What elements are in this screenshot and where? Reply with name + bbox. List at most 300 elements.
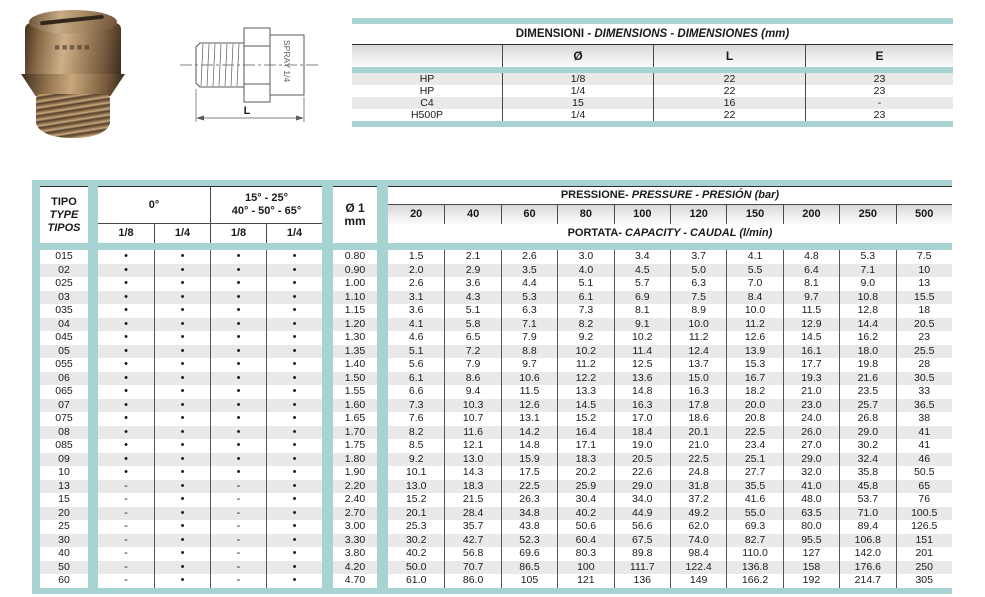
capacity-value-cell: 12.1 — [444, 439, 500, 453]
capacity-value-cell: 48.0 — [783, 493, 839, 507]
teal-separator — [352, 121, 953, 127]
type-cell: 025 — [55, 277, 73, 289]
capacity-value-cell: 33 — [896, 385, 952, 399]
angle-availability-cell: - — [124, 574, 128, 586]
type-cell: 20 — [58, 506, 70, 519]
capacity-value-cell: 136.8 — [726, 561, 782, 575]
capacity-value-cell: 2.6 — [408, 277, 424, 289]
capacity-value-cell: 14.3 — [444, 466, 500, 480]
angle-availability-cell: • — [124, 331, 128, 343]
teal-column — [322, 466, 333, 480]
capacity-title-en-es: - CAPACITY - CAUDAL (l/min) — [618, 227, 773, 239]
capacity-row — [32, 291, 952, 305]
angle-availability-cell: • — [154, 547, 210, 561]
teal-column — [32, 561, 40, 575]
orifice-cell: 0.80 — [344, 250, 366, 262]
dimensions-table — [352, 18, 953, 127]
angle-availability-cell: - — [124, 520, 128, 532]
capacity-value-cell: 61.0 — [405, 574, 427, 586]
capacity-value-cell: 11.2 — [670, 331, 726, 345]
teal-column — [377, 493, 388, 507]
capacity-value-cell: 17.1 — [557, 439, 613, 453]
teal-column — [32, 358, 40, 372]
capacity-row — [32, 331, 952, 345]
angle-availability-cell: • — [266, 331, 322, 345]
capacity-value-cell: 30.5 — [896, 372, 952, 386]
angle-availability-cell: • — [124, 250, 128, 262]
type-cell: 40 — [58, 547, 70, 559]
capacity-value-cell: 7.0 — [726, 277, 782, 291]
capacity-value-cell: 50.6 — [557, 520, 613, 534]
orifice-cell: 1.50 — [344, 371, 366, 384]
capacity-value-cell: 20.1 — [670, 426, 726, 440]
capacity-value-cell: 18.2 — [726, 385, 782, 399]
orifice-cell: 2.70 — [344, 506, 366, 519]
capacity-value-cell: 21.0 — [670, 439, 726, 453]
type-cell: 03 — [58, 290, 70, 303]
teal-column — [322, 399, 333, 413]
capacity-value-cell: 20.8 — [726, 412, 782, 426]
capacity-value-cell: 34.0 — [614, 493, 670, 507]
teal-column — [322, 574, 333, 588]
teal-column — [377, 547, 388, 561]
capacity-value-cell: 63.5 — [783, 507, 839, 521]
teal-column — [377, 345, 388, 359]
capacity-value-cell: 45.8 — [839, 480, 895, 494]
teal-column — [377, 250, 388, 264]
angle-availability-cell: • — [154, 493, 210, 507]
capacity-row — [32, 412, 952, 426]
teal-column — [322, 372, 333, 386]
capacity-value-cell: 3.7 — [670, 250, 726, 264]
dimension-row — [352, 85, 953, 97]
angle-availability-cell: • — [154, 480, 210, 494]
dimension-row — [352, 109, 953, 121]
angle-availability-cell: - — [124, 560, 128, 573]
angle-availability-cell: • — [154, 304, 210, 318]
type-cell: 085 — [55, 439, 73, 451]
capacity-value-cell: 16.7 — [726, 372, 782, 386]
capacity-value-cell: 7.3 — [557, 304, 613, 318]
teal-column — [88, 520, 98, 534]
angle-availability-cell: • — [154, 561, 210, 575]
capacity-value-cell: 214.7 — [839, 574, 895, 588]
capacity-value-cell: 14.8 — [614, 385, 670, 399]
teal-column — [322, 331, 333, 345]
pressure-title-it: PRESSIONE — [560, 189, 626, 201]
capacity-row — [32, 534, 952, 548]
angle-availability-cell: • — [266, 385, 322, 399]
angle-availability-cell: • — [124, 398, 128, 411]
capacity-value-cell: 105 — [501, 574, 557, 588]
type-label-en: TYPE — [49, 208, 79, 221]
teal-column — [32, 453, 40, 467]
capacity-value-cell: 28 — [896, 358, 952, 372]
capacity-value-cell: 10.2 — [614, 331, 670, 345]
diameter-column-header: Ø — [502, 45, 653, 67]
capacity-value-cell: 23.0 — [783, 399, 839, 413]
type-cell: 015 — [55, 250, 73, 262]
angle-availability-cell: • — [124, 317, 128, 330]
teal-column — [322, 264, 333, 278]
teal-column — [377, 372, 388, 386]
angle-availability-cell: • — [154, 453, 210, 467]
capacity-value-cell: 29.0 — [839, 426, 895, 440]
type-cell: 045 — [55, 331, 73, 343]
capacity-value-cell: 24.8 — [670, 466, 726, 480]
capacity-value-cell: 22.5 — [670, 453, 726, 467]
angle-availability-cell: • — [266, 304, 322, 318]
angle-availability-cell: - — [124, 506, 128, 519]
capacity-value-cell: 35.5 — [726, 480, 782, 494]
angle-availability-cell: • — [266, 507, 322, 521]
angle-availability-cell: - — [210, 561, 266, 575]
angle-availability-cell: • — [210, 318, 266, 332]
orifice-cell: 1.80 — [344, 452, 366, 465]
teal-column — [322, 507, 333, 521]
capacity-value-cell: 8.6 — [444, 372, 500, 386]
dim-arrow-left — [196, 116, 204, 121]
capacity-value-cell: 14.5 — [783, 331, 839, 345]
teal-column — [377, 399, 388, 413]
angle-availability-cell: • — [124, 344, 128, 357]
capacity-value-cell: 40.2 — [405, 547, 427, 559]
capacity-value-cell: 8.1 — [614, 304, 670, 318]
capacity-value-cell: 24.0 — [783, 412, 839, 426]
capacity-value-cell: 44.9 — [614, 507, 670, 521]
teal-column — [377, 439, 388, 453]
angle-availability-cell: • — [266, 372, 322, 386]
capacity-value-cell: 6.5 — [444, 331, 500, 345]
pressure-value-header: 250 — [839, 205, 895, 224]
capacity-value-cell: 41.6 — [726, 493, 782, 507]
product-technical-drawing — [172, 10, 324, 136]
capacity-row — [32, 426, 952, 440]
teal-column — [377, 507, 388, 521]
teal-column — [88, 466, 98, 480]
fraction-header: 1/4 — [266, 224, 322, 243]
teal-column — [322, 520, 333, 534]
teal-column — [377, 534, 388, 548]
teal-column — [88, 493, 98, 507]
capacity-value-cell: 166.2 — [726, 574, 782, 588]
capacity-value-cell: 95.5 — [783, 534, 839, 548]
teal-column — [88, 372, 98, 386]
fraction-header: 1/4 — [154, 224, 210, 243]
type-label-it: TIPO — [51, 195, 77, 208]
capacity-value-cell: 10.3 — [444, 399, 500, 413]
capacity-value-cell: 8.1 — [783, 277, 839, 291]
angle-availability-cell: • — [154, 331, 210, 345]
pressure-value-header: 150 — [726, 205, 782, 224]
teal-column — [88, 574, 98, 588]
orifice-cell: 1.75 — [344, 439, 366, 451]
capacity-value-cell: 25.3 — [405, 520, 427, 532]
capacity-value-cell: 6.1 — [557, 291, 613, 305]
capacity-value-cell: 74.0 — [670, 534, 726, 548]
orifice-cell: 1.55 — [344, 385, 366, 397]
angle-availability-cell: • — [210, 264, 266, 278]
capacity-value-cell: 15.2 — [557, 412, 613, 426]
teal-column — [322, 304, 333, 318]
angle-availability-cell: - — [124, 493, 128, 505]
angle-availability-cell: • — [124, 412, 128, 424]
dimension-cell: 23 — [805, 85, 953, 97]
capacity-value-cell: 122.4 — [670, 561, 726, 575]
angle-group-2-line2: 40° - 50° - 65° — [231, 205, 302, 217]
orifice-cell: 3.30 — [344, 533, 366, 546]
type-cell: 065 — [55, 385, 73, 397]
angle-availability-cell: • — [154, 520, 210, 534]
angle-availability-cell: • — [266, 358, 322, 372]
capacity-value-cell: 16.1 — [783, 345, 839, 359]
capacity-value-cell: 6.3 — [501, 304, 557, 318]
type-column-header — [40, 186, 88, 243]
pressure-value-header: 60 — [501, 205, 557, 224]
teal-column — [32, 520, 40, 534]
angle-availability-cell: • — [154, 264, 210, 278]
type-cell: 075 — [55, 412, 73, 424]
capacity-value-cell: 13 — [896, 277, 952, 291]
angle-availability-cell: - — [210, 520, 266, 534]
angle-availability-cell: • — [266, 493, 322, 507]
capacity-value-cell: 136 — [614, 574, 670, 588]
type-cell: 09 — [58, 452, 70, 465]
angle-availability-cell: • — [210, 466, 266, 480]
capacity-row — [32, 372, 952, 386]
capacity-value-cell: 7.2 — [444, 345, 500, 359]
capacity-value-cell: 7.6 — [408, 412, 424, 424]
capacity-value-cell: 106.8 — [839, 534, 895, 548]
capacity-value-cell: 100 — [557, 561, 613, 575]
angle-availability-cell: • — [154, 372, 210, 386]
capacity-value-cell: 22.5 — [501, 480, 557, 494]
teal-column — [32, 412, 40, 426]
capacity-value-cell: 4.1 — [726, 250, 782, 264]
capacity-value-cell: 10.6 — [501, 372, 557, 386]
capacity-value-cell: 20.0 — [726, 399, 782, 413]
capacity-value-cell: 17.0 — [614, 412, 670, 426]
angle-availability-cell: • — [210, 331, 266, 345]
dimensions-table-header — [352, 45, 953, 67]
angle-availability-cell: • — [210, 358, 266, 372]
capacity-value-cell: 89.4 — [839, 520, 895, 534]
drawing-spray-text: SPRAY 1/4 — [282, 40, 292, 83]
teal-column — [88, 453, 98, 467]
capacity-row — [32, 264, 952, 278]
capacity-value-cell: 2.6 — [501, 250, 557, 264]
angle-availability-cell: - — [124, 533, 128, 546]
capacity-value-cell: 4.1 — [408, 317, 424, 330]
capacity-value-cell: 7.5 — [896, 250, 952, 264]
capacity-value-cell: 5.5 — [726, 264, 782, 278]
capacity-value-cell: 13.0 — [444, 453, 500, 467]
capacity-value-cell: 26.0 — [783, 426, 839, 440]
orifice-cell: 4.70 — [344, 574, 366, 586]
angle-availability-cell: • — [154, 277, 210, 291]
teal-column — [88, 291, 98, 305]
dimension-cell: 23 — [805, 73, 953, 85]
capacity-row — [32, 493, 952, 507]
dimension-row — [352, 73, 953, 85]
capacity-value-cell: 20.1 — [405, 506, 427, 519]
capacity-value-cell: 7.5 — [670, 291, 726, 305]
orifice-cell: 2.20 — [344, 479, 366, 492]
capacity-value-cell: 2.9 — [444, 264, 500, 278]
angle-availability-cell: • — [124, 358, 128, 370]
capacity-value-cell: 30.2 — [405, 533, 427, 546]
capacity-value-cell: 10.8 — [839, 291, 895, 305]
capacity-value-cell: 18.3 — [444, 480, 500, 494]
capacity-value-cell: 13.0 — [405, 479, 427, 492]
teal-column — [377, 291, 388, 305]
orifice-cell: 3.00 — [344, 520, 366, 532]
capacity-value-cell: 176.6 — [839, 561, 895, 575]
angle-availability-cell: • — [210, 439, 266, 453]
teal-column — [32, 493, 40, 507]
angle-availability-cell: • — [124, 371, 128, 384]
drawing-dim-label: L — [243, 105, 251, 117]
orifice-cell: 1.10 — [344, 290, 366, 303]
dimension-cell: HP — [419, 73, 435, 85]
capacity-value-cell: 36.5 — [896, 399, 952, 413]
teal-column — [322, 277, 333, 291]
capacity-value-cell: 43.8 — [501, 520, 557, 534]
capacity-value-cell: 201 — [896, 547, 952, 561]
capacity-value-cell: 19.0 — [614, 439, 670, 453]
capacity-value-cell: 10.7 — [444, 412, 500, 426]
capacity-value-cell: 23 — [896, 331, 952, 345]
angle-availability-cell: • — [266, 439, 322, 453]
type-cell: 10 — [58, 466, 70, 478]
capacity-row — [32, 453, 952, 467]
dimension-cell: 1/4 — [502, 109, 653, 121]
dimensions-title-it: DIMENSIONI — [515, 28, 585, 40]
teal-column — [32, 426, 40, 440]
teal-column — [88, 318, 98, 332]
capacity-value-cell: 42.7 — [444, 534, 500, 548]
angle-availability-cell: - — [124, 479, 128, 492]
angle-availability-cell: • — [266, 547, 322, 561]
capacity-value-cell: 6.6 — [408, 385, 424, 397]
capacity-value-cell: 86.5 — [501, 561, 557, 575]
teal-column — [32, 291, 40, 305]
capacity-value-cell: 111.7 — [614, 561, 670, 575]
capacity-value-cell: 3.6 — [444, 277, 500, 291]
teal-column — [32, 331, 40, 345]
teal-column — [88, 250, 98, 264]
teal-column — [88, 547, 98, 561]
type-cell: 035 — [55, 304, 73, 316]
capacity-value-cell: 18 — [896, 304, 952, 318]
type-cell: 50 — [58, 560, 70, 573]
capacity-value-cell: 14.4 — [839, 318, 895, 332]
type-label-es: TIPOS — [47, 221, 81, 234]
teal-column — [377, 520, 388, 534]
teal-column — [32, 186, 40, 243]
teal-column — [322, 186, 333, 243]
teal-column — [377, 264, 388, 278]
type-cell: 60 — [58, 574, 70, 586]
capacity-value-cell: 5.1 — [408, 344, 424, 357]
teal-column — [322, 439, 333, 453]
type-cell: 06 — [58, 371, 70, 384]
capacity-value-cell: 11.2 — [726, 318, 782, 332]
capacity-value-cell: 250 — [896, 561, 952, 575]
angle-availability-cell: • — [154, 412, 210, 426]
capacity-value-cell: 15.3 — [726, 358, 782, 372]
teal-column — [377, 304, 388, 318]
teal-column — [88, 399, 98, 413]
capacity-value-cell: 18.6 — [670, 412, 726, 426]
teal-column — [377, 186, 388, 243]
teal-column — [88, 439, 98, 453]
capacity-value-cell: 13.9 — [726, 345, 782, 359]
capacity-value-cell: 14.8 — [501, 439, 557, 453]
teal-column — [32, 385, 40, 399]
teal-column — [88, 345, 98, 359]
capacity-value-cell: 11.5 — [501, 385, 557, 399]
capacity-value-cell: 80.3 — [557, 547, 613, 561]
angle-availability-cell: • — [266, 466, 322, 480]
teal-column — [377, 480, 388, 494]
teal-column — [322, 493, 333, 507]
capacity-row — [32, 561, 952, 575]
nozzle-embossed-text: ■■■■■ — [54, 42, 92, 52]
angle-availability-cell: - — [210, 480, 266, 494]
capacity-value-cell: 19.8 — [839, 358, 895, 372]
orifice-cell: 1.00 — [344, 277, 366, 289]
teal-column — [322, 345, 333, 359]
type-cell: 02 — [58, 263, 70, 276]
capacity-value-cell: 6.3 — [670, 277, 726, 291]
capacity-title — [388, 224, 952, 243]
angle-availability-cell: - — [210, 507, 266, 521]
capacity-value-cell: 18.0 — [839, 345, 895, 359]
capacity-value-cell: 35.7 — [444, 520, 500, 534]
angle-availability-cell: • — [124, 439, 128, 451]
teal-column — [377, 426, 388, 440]
capacity-value-cell: 32.4 — [839, 453, 895, 467]
angle-availability-cell: • — [154, 250, 210, 264]
capacity-value-cell: 50.5 — [896, 466, 952, 480]
capacity-value-cell: 16.3 — [670, 385, 726, 399]
angle-availability-cell: - — [210, 547, 266, 561]
capacity-table — [32, 180, 952, 594]
capacity-value-cell: 8.8 — [501, 345, 557, 359]
pressure-value-header: 100 — [614, 205, 670, 224]
capacity-value-cell: 9.0 — [839, 277, 895, 291]
capacity-value-cell: 110.0 — [726, 547, 782, 561]
capacity-value-cell: 12.6 — [501, 399, 557, 413]
angle-group-0-header: 0° — [98, 186, 210, 224]
capacity-row — [32, 358, 952, 372]
angle-availability-cell: • — [266, 345, 322, 359]
angle-availability-cell: • — [154, 534, 210, 548]
angle-availability-cell: • — [124, 290, 128, 303]
angle-availability-cell: • — [210, 399, 266, 413]
capacity-value-cell: 12.2 — [557, 372, 613, 386]
type-cell: 04 — [58, 317, 70, 330]
capacity-value-cell: 5.1 — [444, 304, 500, 318]
capacity-value-cell: 8.9 — [670, 304, 726, 318]
angle-availability-cell: • — [266, 277, 322, 291]
pressure-title-en-es: - PRESSURE - PRESIÓN (bar) — [625, 189, 780, 201]
capacity-table-body — [32, 250, 952, 588]
dimension-cell: 1/8 — [502, 73, 653, 85]
capacity-value-cell: 8.5 — [408, 439, 424, 451]
capacity-value-cell: 2.1 — [444, 250, 500, 264]
